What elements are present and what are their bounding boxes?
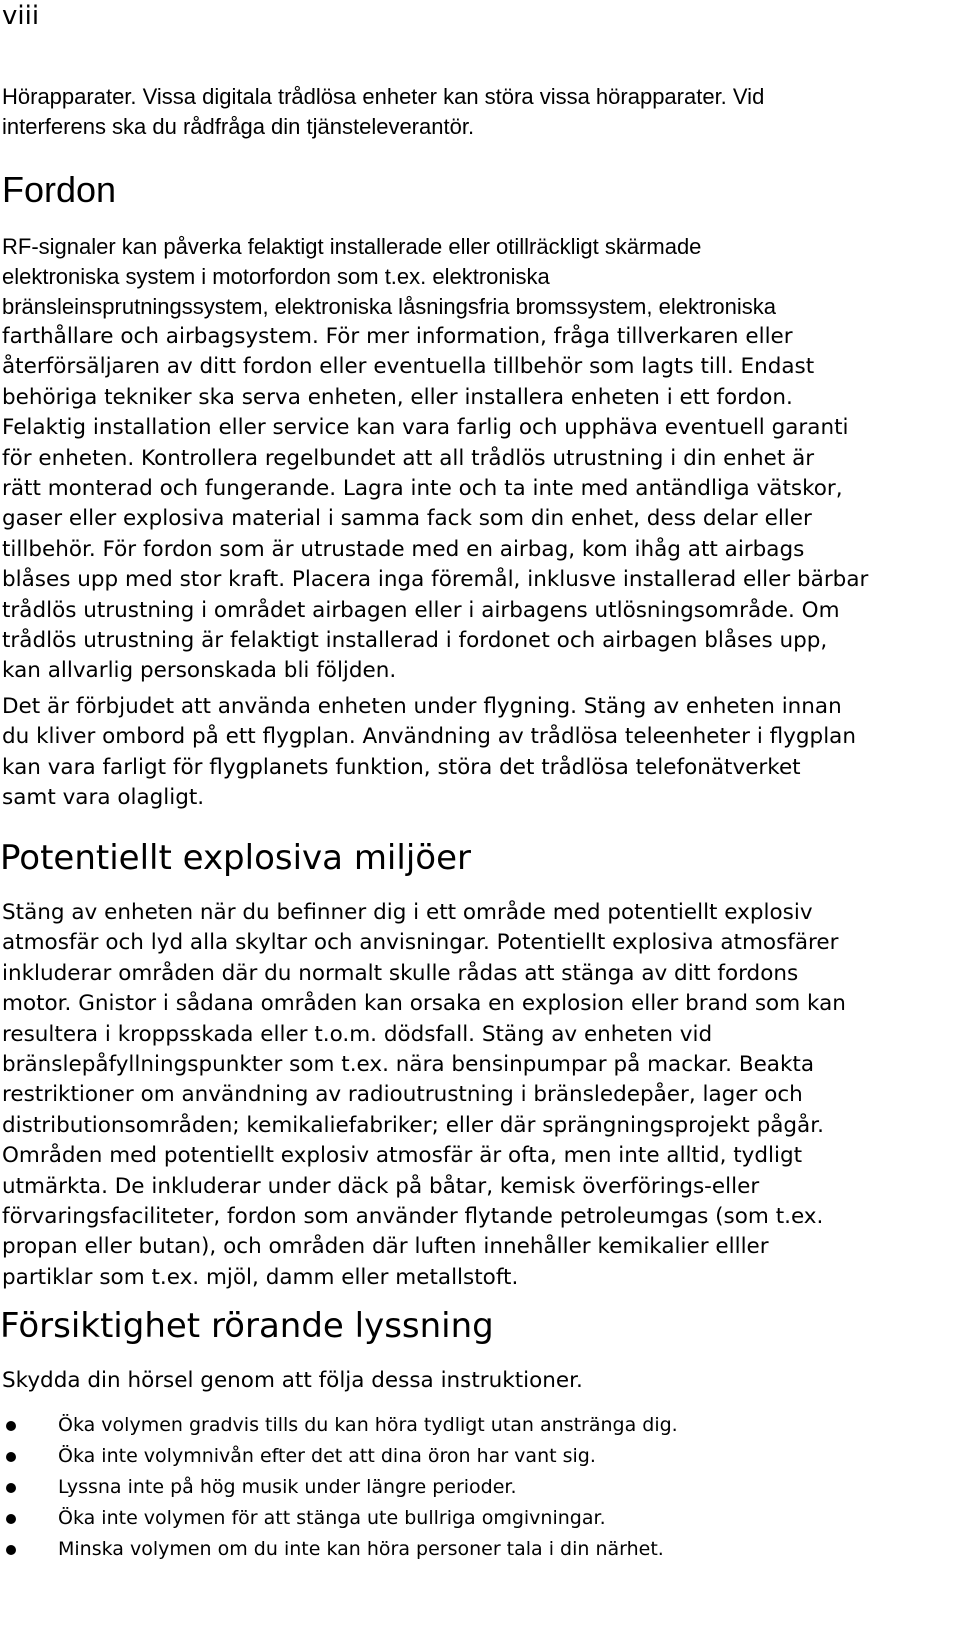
fordon-line: tillbehör. För fordon som är utrustade med en airbag, kom ihåg att airbags [2,536,805,562]
explosive-line: atmosfär och lyd alla skyltar och anvisningar. Potentiellt explosiva atmosfärer [2,930,839,956]
intro-paragraph [0,82,960,142]
fordon-line: trådlös utrustning i området airbagen eller i airbagens utlösningsområde. Om [2,597,840,623]
flight-line: samt vara olagligt. [2,785,205,811]
list-item-text: Öka volymen gradvis tills du kan höra tydligt utan anstränga dig. [58,1414,678,1436]
flight-line: Det är förbjudet att använda enheten under flygning. Stäng av enheten innan [2,694,842,719]
page-number: viii [2,1,40,31]
listening-intro-text: Skydda din hörsel genom att följa dessa instruktioner. [2,1368,583,1393]
list-item-text: Öka inte volymnivån efter det att dina öron har vant sig. [58,1445,596,1467]
list-item-text: Minska volymen om du inte kan höra personer tala i din närhet. [58,1538,664,1560]
fordon-heading: Fordon [2,169,117,210]
list-item-text: Lyssna inte på hög musik under längre perioder. [58,1476,517,1498]
bullet-icon [6,1483,16,1493]
intro-line: interferens ska du rådfråga din tjänsteleverantör. [2,114,475,139]
explosive-line: Stäng av enheten när du befinner dig i ett område med potentiellt explosiv [2,900,813,925]
listening-bullet-list [0,1410,960,1565]
explosive-line: inkluderar områden där du normalt skulle rådas att stänga av ditt fordons [2,960,799,986]
fordon-line: för enheten. Kontrollera regelbundet att all trådlös utrustning i din enhet är [2,445,815,471]
fordon-paragraph-2 [0,692,960,814]
list-item [0,1410,960,1441]
fordon-line: blåses upp med stor kraft. Placera inga föremål, inklusve installerad eller bärbar [2,567,869,593]
explosive-line: förvaringsfaciliteter, fordon som använder flytande petroleumgas (som t.ex. [2,1204,824,1230]
explosive-line: restriktioner om användning av radioutrustning i bränsledepåer, lager och [2,1082,803,1108]
fordon-line: trådlös utrustning är felaktigt installerad i fordonet och airbagen blåses upp, [2,628,828,654]
list-item [0,1441,960,1472]
fordon-line: bränsleinsprutningssystem, elektroniska låsningsfria bromssystem, elektroniska [2,294,776,319]
intro-line: Hörapparater. Vissa digitala trådlösa enheter kan störa vissa hörapparater. Vid [2,84,765,109]
fordon-line: farthållare och airbagsystem. För mer information, fråga tillverkaren eller [2,324,793,349]
fordon-section-header [0,168,960,212]
explosive-line: distributionsområden; kemikaliefabriker; eller där sprängningsprojekt pågår. [2,1112,824,1138]
explosive-line: propan eller butan), och områden där luften innehåller kemikalier elller [2,1234,769,1260]
explosive-paragraph [0,898,960,1293]
fordon-line: Felaktig installation eller service kan vara farlig och upphäva eventuell garanti [2,415,849,441]
flight-line: kan vara farligt för flygplanets funktion, störa det trådlösa telefonätverket [2,754,801,780]
fordon-line: elektroniska system i motorfordon som t.ex. elektroniska [2,264,550,289]
bullet-icon [6,1514,16,1524]
list-item [0,1534,960,1565]
fordon-line: gaser eller explosiva material i samma fack som din enhet, dess delar eller [2,506,812,532]
explosive-line: Områden med potentiellt explosiv atmosfär är ofta, men inte alltid, tydligt [2,1143,803,1169]
explosive-line: resultera i kroppsskada eller t.o.m. dödsfall. Stäng av enheten vid [2,1021,713,1047]
explosive-heading: Potentiellt explosiva miljöer [0,838,471,878]
bullet-icon [6,1421,16,1431]
fordon-line: rätt monterad och fungerande. Lagra inte och ta inte med antändliga vätskor, [2,476,843,502]
list-item [0,1472,960,1503]
list-item-text: Öka inte volymen för att stänga ute bullriga omgivningar. [58,1507,606,1529]
flight-line: du kliver ombord på ett flygplan. Användning av trådlösa teleenheter i flygplan [2,724,856,750]
listening-section-header [0,1304,960,1348]
fordon-line: RF-signaler kan påverka felaktigt installerade eller otillräckligt skärmade [2,234,702,259]
bullet-icon [6,1452,16,1462]
listening-intro [0,1366,960,1396]
explosive-line: partiklar som t.ex. mjöl, damm eller metallstoft. [2,1264,519,1290]
explosive-section-header [0,836,960,880]
fordon-line: återförsäljaren av ditt fordon eller eventuella tillbehör som lagts till. Endast [2,354,815,380]
fordon-line: kan allvarlig personskada bli följden. [2,658,397,684]
explosive-line: utmärkta. De inkluderar under däck på båtar, kemisk överförings-eller [2,1173,760,1199]
fordon-line: behöriga tekniker ska serva enheten, eller installera enheten i ett fordon. [2,384,793,410]
explosive-line: bränslepåfyllningspunkter som t.ex. nära bensinpumpar på mackar. Beakta [2,1052,815,1078]
explosive-line: motor. Gnistor i sådana områden kan orsaka en explosion eller brand som kan [2,991,846,1017]
listening-heading: Försiktighet rörande lyssning [0,1306,494,1346]
list-item [0,1503,960,1534]
bullet-icon [6,1545,16,1555]
fordon-paragraph-1 [0,232,960,687]
